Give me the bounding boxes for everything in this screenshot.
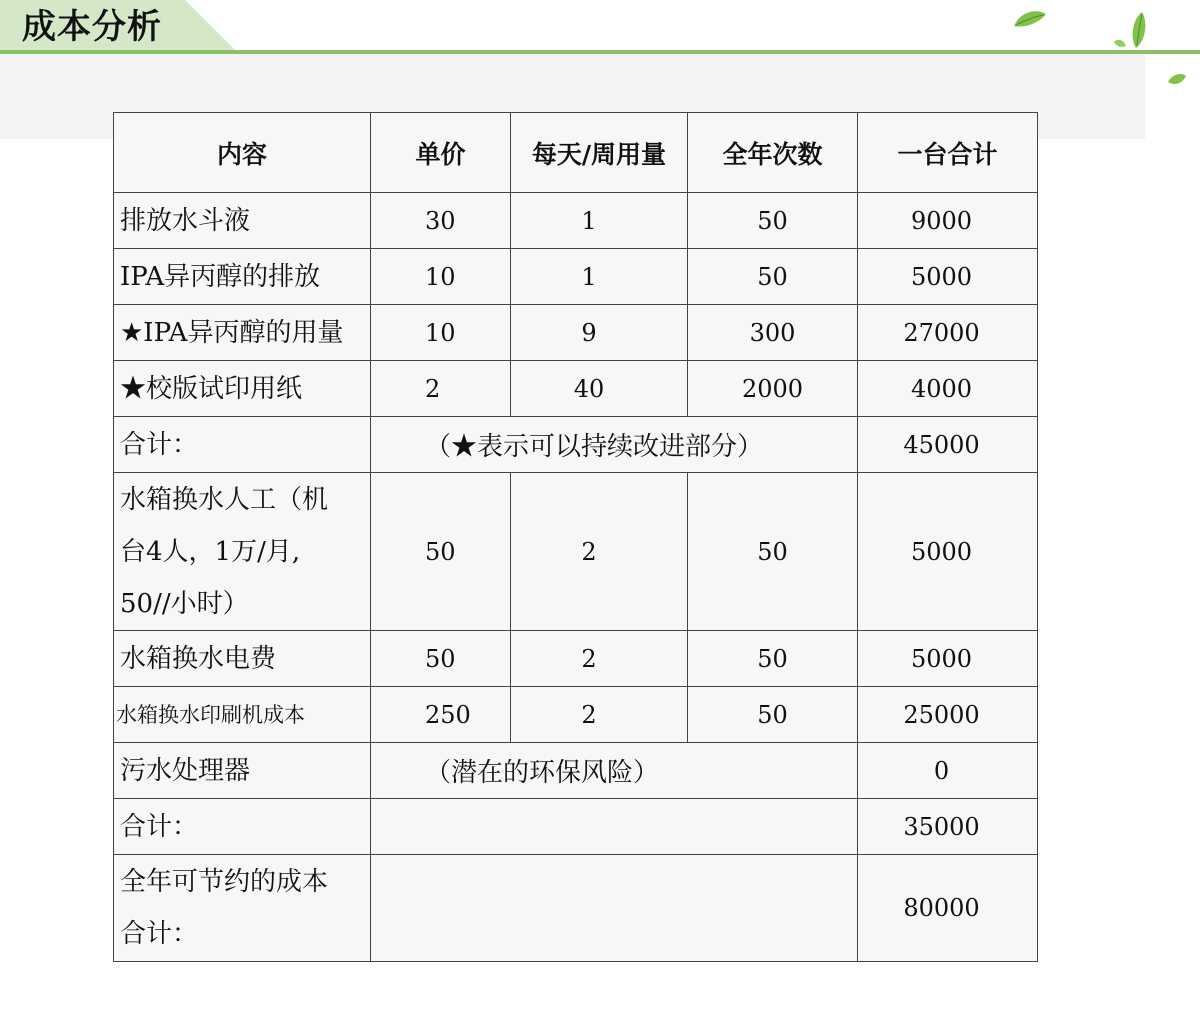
note-cell [371, 855, 858, 962]
total-cell: 5000 [858, 631, 1038, 687]
item-cell: 水箱换水印刷机成本 [114, 687, 371, 743]
item-cell: 排放水斗液 [114, 193, 371, 249]
item-line: 全年可节约的成本 [120, 867, 329, 897]
table-row [114, 631, 1038, 687]
table-row [114, 473, 1038, 631]
price-cell: 2 [371, 361, 511, 417]
cost-table [113, 112, 1038, 962]
total-cell: 25000 [858, 687, 1038, 743]
item-cell: 水箱换水电费 [114, 631, 371, 687]
qty-cell: 2 [511, 473, 688, 631]
item-cell: 合计： [114, 417, 371, 473]
table-row [114, 305, 1038, 361]
item-cell: IPA异丙醇的排放 [114, 249, 371, 305]
item-cell: ★校版试印用纸 [114, 361, 371, 417]
page-title: 成本分析 [22, 7, 162, 47]
table-row [114, 687, 1038, 743]
table-row-grand-total [114, 855, 1038, 962]
note-cell: （潜在的环保风险） [371, 743, 858, 799]
times-cell: 50 [688, 249, 858, 305]
price-cell: 50 [371, 473, 511, 631]
table-row [114, 743, 1038, 799]
column-header: 全年次数 [688, 113, 858, 193]
note-cell [371, 799, 858, 855]
table-row-subtotal [114, 417, 1038, 473]
total-cell: 80000 [858, 855, 1038, 962]
item-line: 合计： [120, 919, 199, 949]
item-line: 50//小时） [120, 588, 249, 619]
table-row [114, 361, 1038, 417]
header-divider [0, 50, 1200, 54]
total-cell: 4000 [858, 361, 1038, 417]
item-line: 水箱换水人工（机 [120, 484, 329, 515]
item-cell [114, 855, 371, 962]
item-cell: 合计： [114, 799, 371, 855]
leaf-icon [1110, 10, 1154, 50]
price-cell: 250 [371, 687, 511, 743]
qty-cell: 40 [511, 361, 688, 417]
item-cell: 污水处理器 [114, 743, 371, 799]
price-cell: 50 [371, 631, 511, 687]
total-cell: 35000 [858, 799, 1038, 855]
total-cell: 0 [858, 743, 1038, 799]
total-cell: 27000 [858, 305, 1038, 361]
price-cell: 10 [371, 305, 511, 361]
times-cell: 300 [688, 305, 858, 361]
price-cell: 30 [371, 193, 511, 249]
qty-cell: 1 [511, 249, 688, 305]
qty-cell: 9 [511, 305, 688, 361]
times-cell: 50 [688, 687, 858, 743]
column-header: 单价 [371, 113, 511, 193]
column-header: 每天/周用量 [511, 113, 688, 193]
qty-cell: 1 [511, 193, 688, 249]
column-header: 内容 [114, 113, 371, 193]
total-cell: 9000 [858, 193, 1038, 249]
times-cell: 50 [688, 473, 858, 631]
times-cell: 50 [688, 631, 858, 687]
note-cell: （★表示可以持续改进部分） [371, 417, 858, 473]
item-line: 台4人，1万/月, [120, 536, 301, 567]
table-row [114, 249, 1038, 305]
item-cell [114, 473, 371, 631]
total-cell: 5000 [858, 473, 1038, 631]
table-header-row [114, 113, 1038, 193]
table-row [114, 193, 1038, 249]
table-row-subtotal [114, 799, 1038, 855]
total-cell: 5000 [858, 249, 1038, 305]
leaf-icon [1012, 8, 1048, 30]
qty-cell: 2 [511, 631, 688, 687]
times-cell: 50 [688, 193, 858, 249]
item-cell: ★IPA异丙醇的用量 [114, 305, 371, 361]
total-cell: 45000 [858, 417, 1038, 473]
qty-cell: 2 [511, 687, 688, 743]
column-header: 一台合计 [858, 113, 1038, 193]
price-cell: 10 [371, 249, 511, 305]
leaf-icon [1166, 72, 1188, 88]
times-cell: 2000 [688, 361, 858, 417]
